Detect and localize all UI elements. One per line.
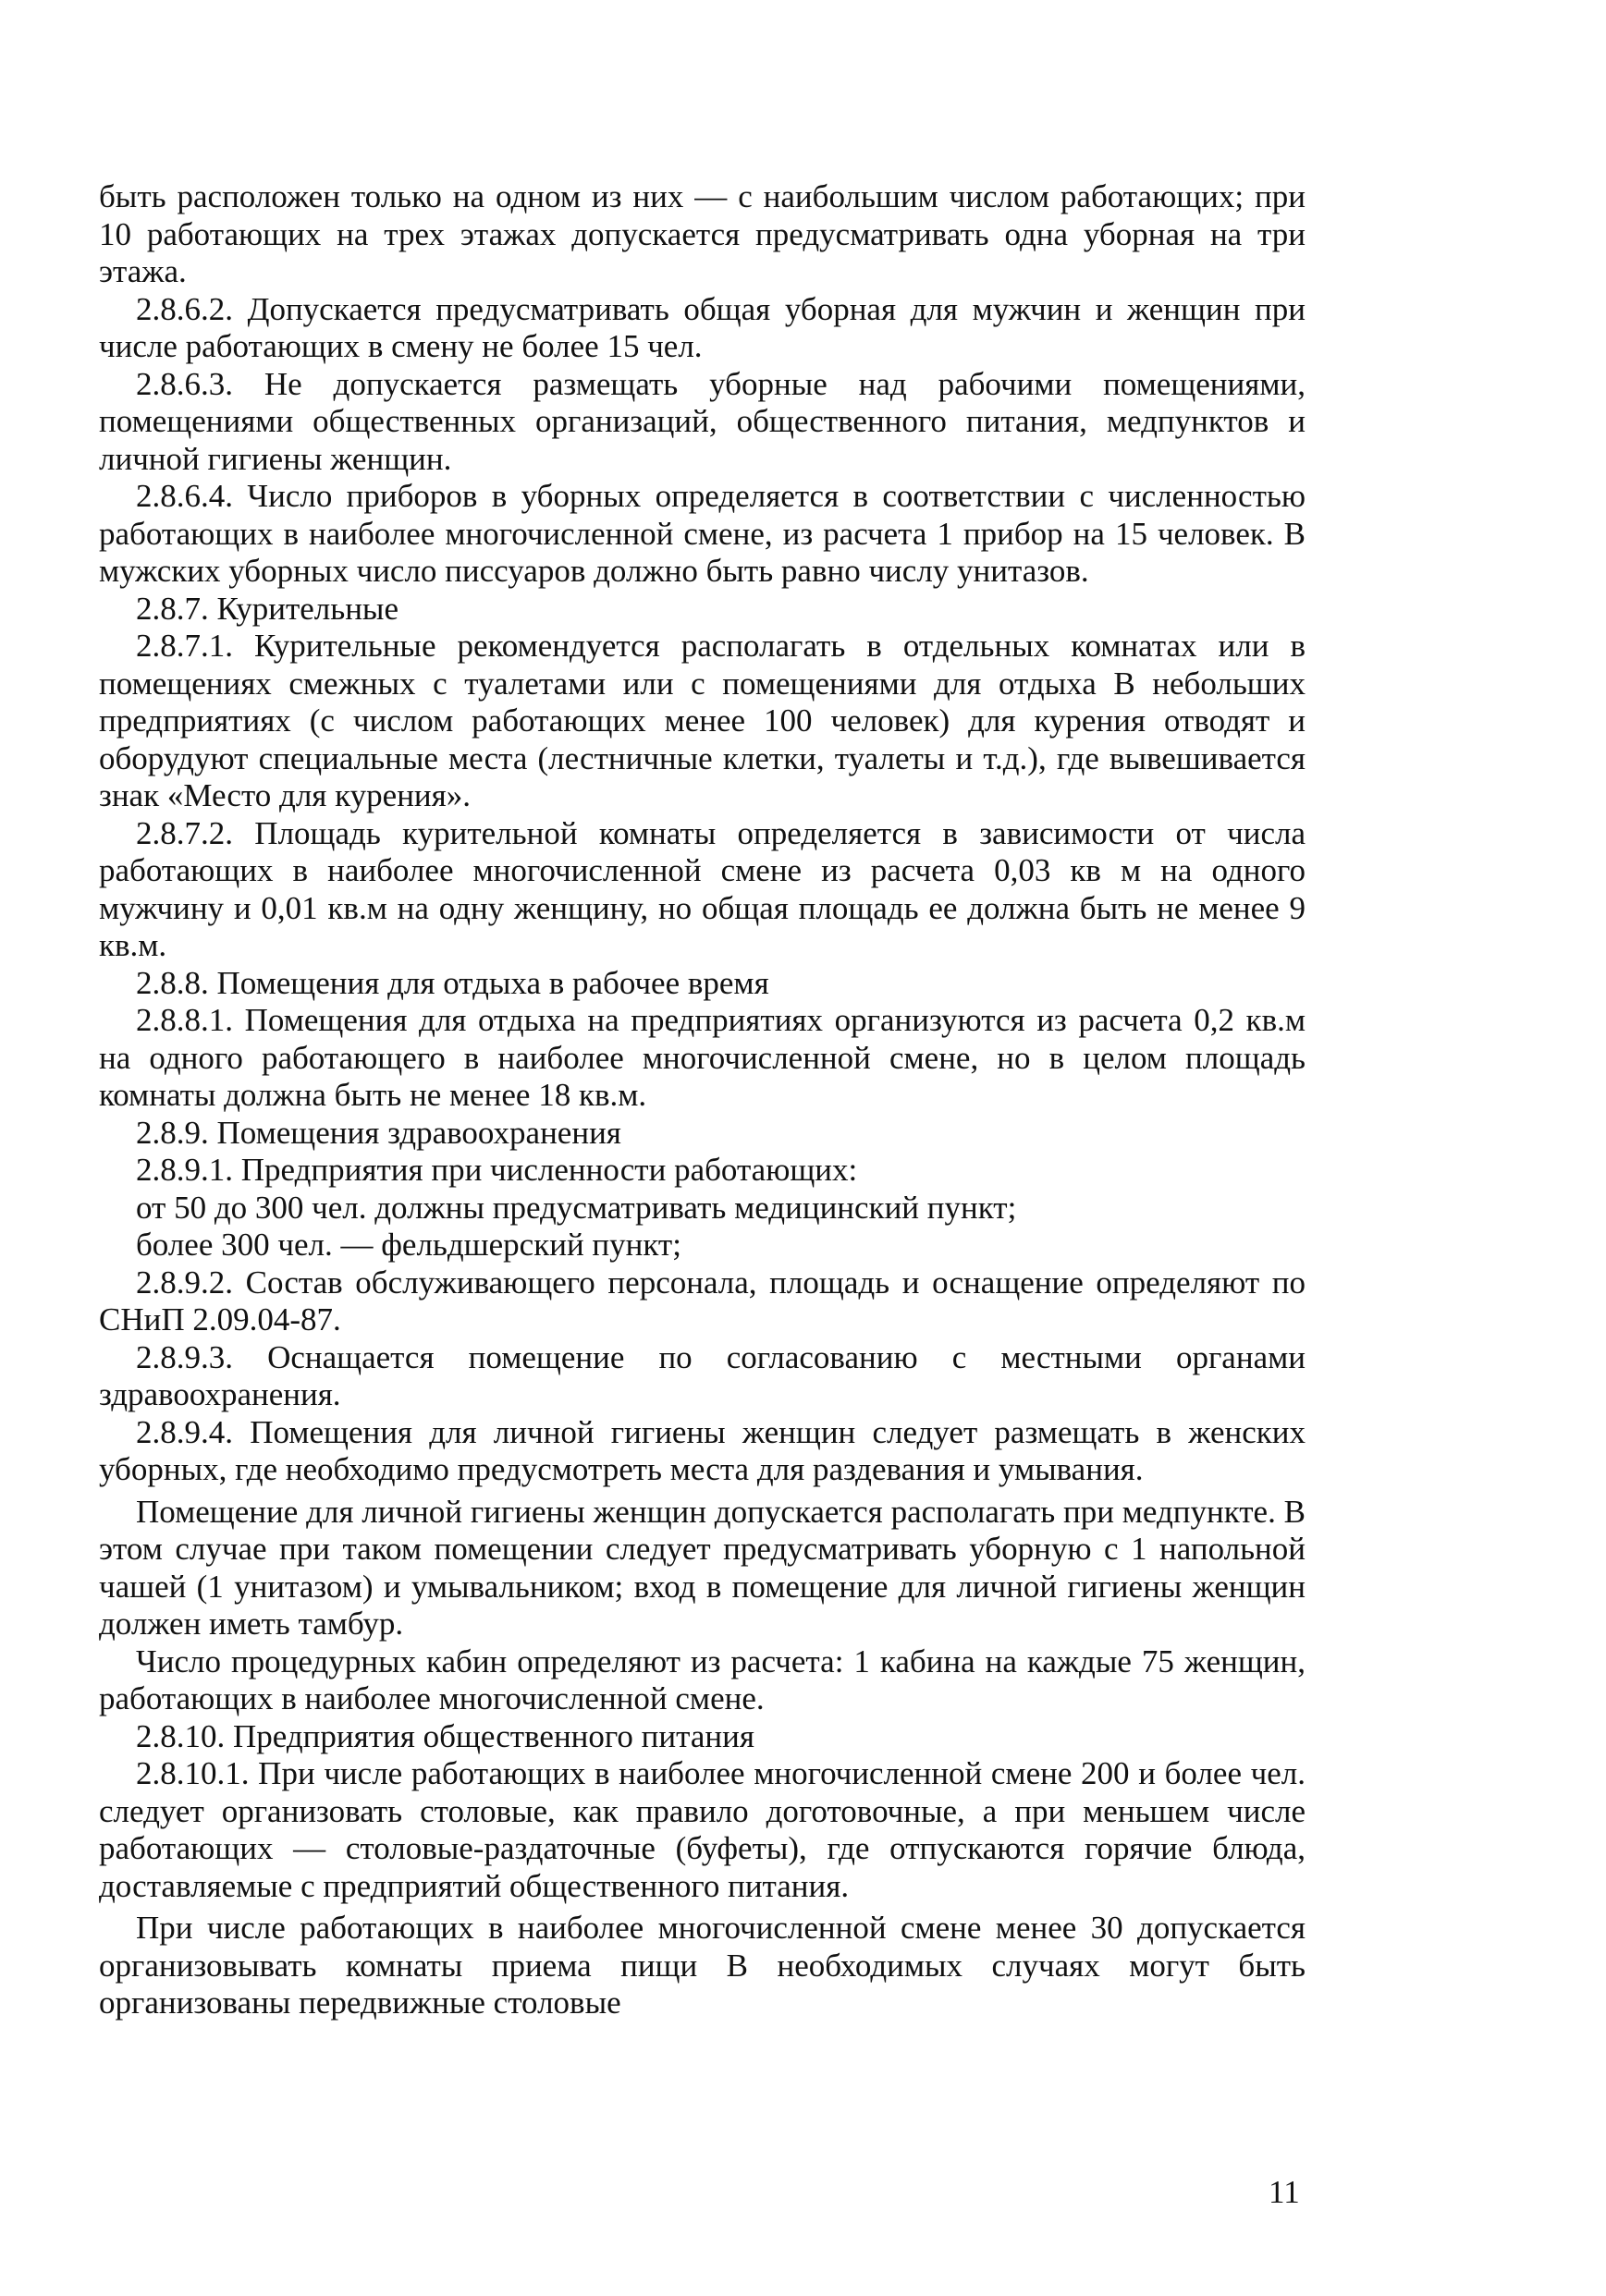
paragraph-2-8-9-2: 2.8.9.2. Состав обслуживающего персонала, площадь и оснащение определяют по СНиП 2.09.04-87. xyxy=(99,1264,1306,1337)
page-number: 11 xyxy=(1269,2174,1300,2210)
list-item-paramedic-point: более 300 чел. — фельдшерский пункт; xyxy=(136,1227,681,1263)
paragraph-procedure-cabins: Число процедурных кабин определяют из расчета: 1 кабина на каждые 75 женщин, работающих в наиболее многочисленной смене. xyxy=(99,1643,1306,1716)
section-heading-2-8-7: 2.8.7. Курительные xyxy=(136,590,398,627)
list-item-medical-point: от 50 до 300 чел. должны предусматривать медицинский пункт; xyxy=(136,1189,1017,1226)
paragraph-2-8-6-4: 2.8.6.4. Число приборов в уборных определяется в соответствии с численностью работающих в наиболее многочисленной смене, из расчета 1 прибор на 15 человек. В мужских уборных число писсуаров должно быть равно числу унитазов. xyxy=(99,478,1306,589)
paragraph-2-8-6-3: 2.8.6.3. Не допускается размещать уборные над рабочими помещениями, помещениями общественных организаций, общественного питания, медпунктов и личной гигиены женщин. xyxy=(99,365,1306,477)
section-heading-2-8-8: 2.8.8. Помещения для отдыха в рабочее время xyxy=(136,964,769,1001)
paragraph-2-8-6-2: 2.8.6.2. Допускается предусматривать общая уборная для мужчин и женщин при числе работающих в смену не более 15 чел. xyxy=(99,290,1306,364)
paragraph-2-8-9-3: 2.8.9.3. Оснащается помещение по согласованию с местными органами здравоохранения. xyxy=(99,1338,1306,1412)
paragraph-2-8-9-1: 2.8.9.1. Предприятия при численности работающих: xyxy=(136,1152,858,1188)
section-heading-2-8-9: 2.8.9. Помещения здравоохранения xyxy=(136,1114,621,1151)
paragraph-continuation: быть расположен только на одном из них — с наибольшим числом работающих; при 10 работающих на трех этажах допускается предусматривать одна уборная на три этажа. xyxy=(99,178,1306,289)
paragraph-2-8-10-1: 2.8.10.1. При числе работающих в наиболее многочисленной смене 200 и более чел. следует организовать столовые, как правило доготовочные, а при меньшем числе работающих — столовые-раздаточные (буфеты), где отпускаются горячие блюда, доставляемые с предприятий общественного питания. xyxy=(99,1755,1306,1904)
paragraph-2-8-7-2: 2.8.7.2. Площадь курительной комнаты определяется в зависимости от числа работающих в наиболее многочисленной смене из расчета 0,03 кв м на одного мужчину и 0,01 кв.м на одну женщину, но общая площадь ее должна быть не менее 9 кв.м. xyxy=(99,814,1306,963)
paragraph-hygiene-room: Помещение для личной гигиены женщин допускается располагать при медпункте. В этом случае при таком помещении следует предусматривать уборную с 1 напольной чашей (1 унитазом) и умывальником; вход в помещение для личной гигиены женщин должен иметь тамбур. xyxy=(99,1493,1306,1642)
paragraph-meal-rooms: При числе работающих в наиболее многочисленной смене менее 30 допускается организовывать комнаты приема пищи В необходимых случаях могут быть организованы передвижные столовые xyxy=(99,1910,1306,2021)
paragraph-2-8-7-1: 2.8.7.1. Курительные рекомендуется располагать в отдельных комнатах или в помещениях смежных с туалетами или с помещениями для отдыха В небольших предприятиях (с числом работающих менее 100 человек) для курения отводят и оборудуют специальные места (лестничные клетки, туалеты и т.д.), где вывешивается знак «Место для курения». xyxy=(99,628,1306,813)
paragraph-2-8-8-1: 2.8.8.1. Помещения для отдыха на предприятиях организуются из расчета 0,2 кв.м на одного работающего в наиболее многочисленной смене, но в целом площадь комнаты должна быть не менее 18 кв.м. xyxy=(99,1002,1306,1113)
section-heading-2-8-10: 2.8.10. Предприятия общественного питания xyxy=(136,1717,754,1754)
document-body xyxy=(99,178,1306,2022)
paragraph-2-8-9-4: 2.8.9.4. Помещения для личной гигиены женщин следует размещать в женских уборных, где необходимо предусмотреть места для раздевания и умывания. xyxy=(99,1413,1306,1487)
